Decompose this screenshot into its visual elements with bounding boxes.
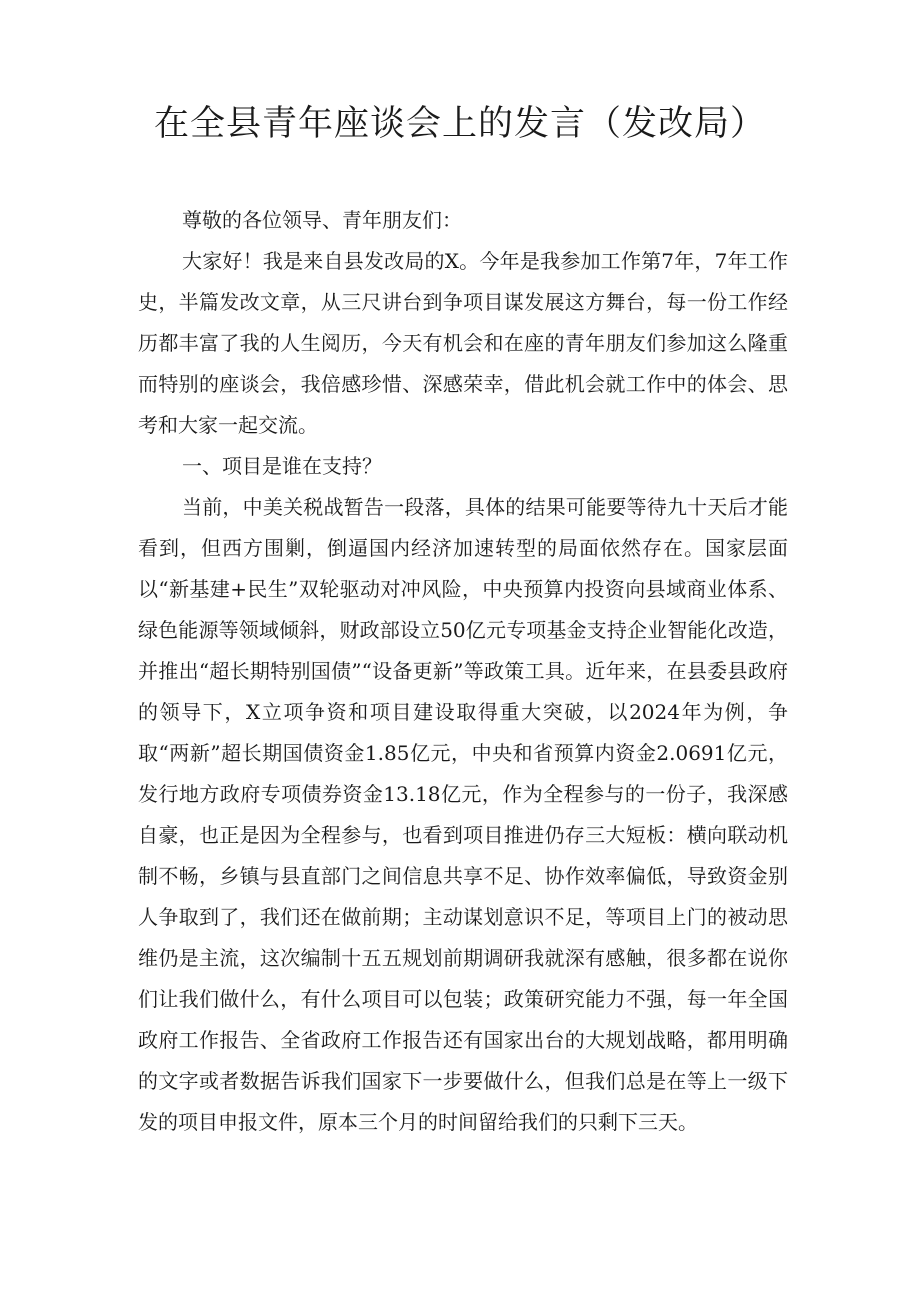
section-heading-1: 一、项目是谁在支持？ xyxy=(182,454,382,478)
document-body xyxy=(138,200,788,1143)
paragraph-intro: 大家好！我是来自县发改局的X。今年是我参加工作第7年，7年工作史，半篇发改文章，从三尺讲台到争项目谋发展这方舞台，每一份工作经历都丰富了我的人生阅历，今天有机会和在座的青年朋友们参加这么隆重而特别的座谈会，我倍感珍惜、深感荣幸，借此机会就工作中的体会、思考和大家一起交流。 xyxy=(138,249,788,437)
paragraph-section-1: 当前，中美关税战暂告一段落，具体的结果可能要等待九十天后才能看到，但西方围剿，倒逼国内经济加速转型的局面依然存在。国家层面以“新基建+民生”双轮驱动对冲风险，中央预算内投资向县域商业体系、绿色能源等领域倾斜，财政部设立50亿元专项基金支持企业智能化改造，并推出“超长期特别国债”“设备更新”等政策工具。近年来，在县委县政府的领导下，X立项争资和项目建设取得重大突破，以2024年为例，争取“两新”超长期国债资金1.85亿元，中央和省预算内资金2.0691亿元，发行地方政府专项债券资金13.18亿元，作为全程参与的一份子，我深感自豪，也正是因为全程参与，也看到项目推进仍存三大短板：横向联动机制不畅，乡镇与县直部门之间信息共享不足、协作效率偏低，导致资金别人争取到了，我们还在做前期；主动谋划意识不足，等项目上门的被动思维仍是主流，这次编制十五五规划前期调研我就深有感触，很多都在说你们让我们做什么，有什么项目可以包装；政策研究能力不强，每一年全国政府工作报告、全省政府工作报告还有国家出台的大规划战略，都用明确的文字或者数据告诉我们国家下一步要做什么，但我们总是在等上一级下发的项目申报文件，原本三个月的时间留给我们的只剩下三天。 xyxy=(138,495,788,1134)
document-title: 在全县青年座谈会上的发言（发改局） xyxy=(153,104,766,144)
salutation: 尊敬的各位领导、青年朋友们： xyxy=(182,208,462,232)
